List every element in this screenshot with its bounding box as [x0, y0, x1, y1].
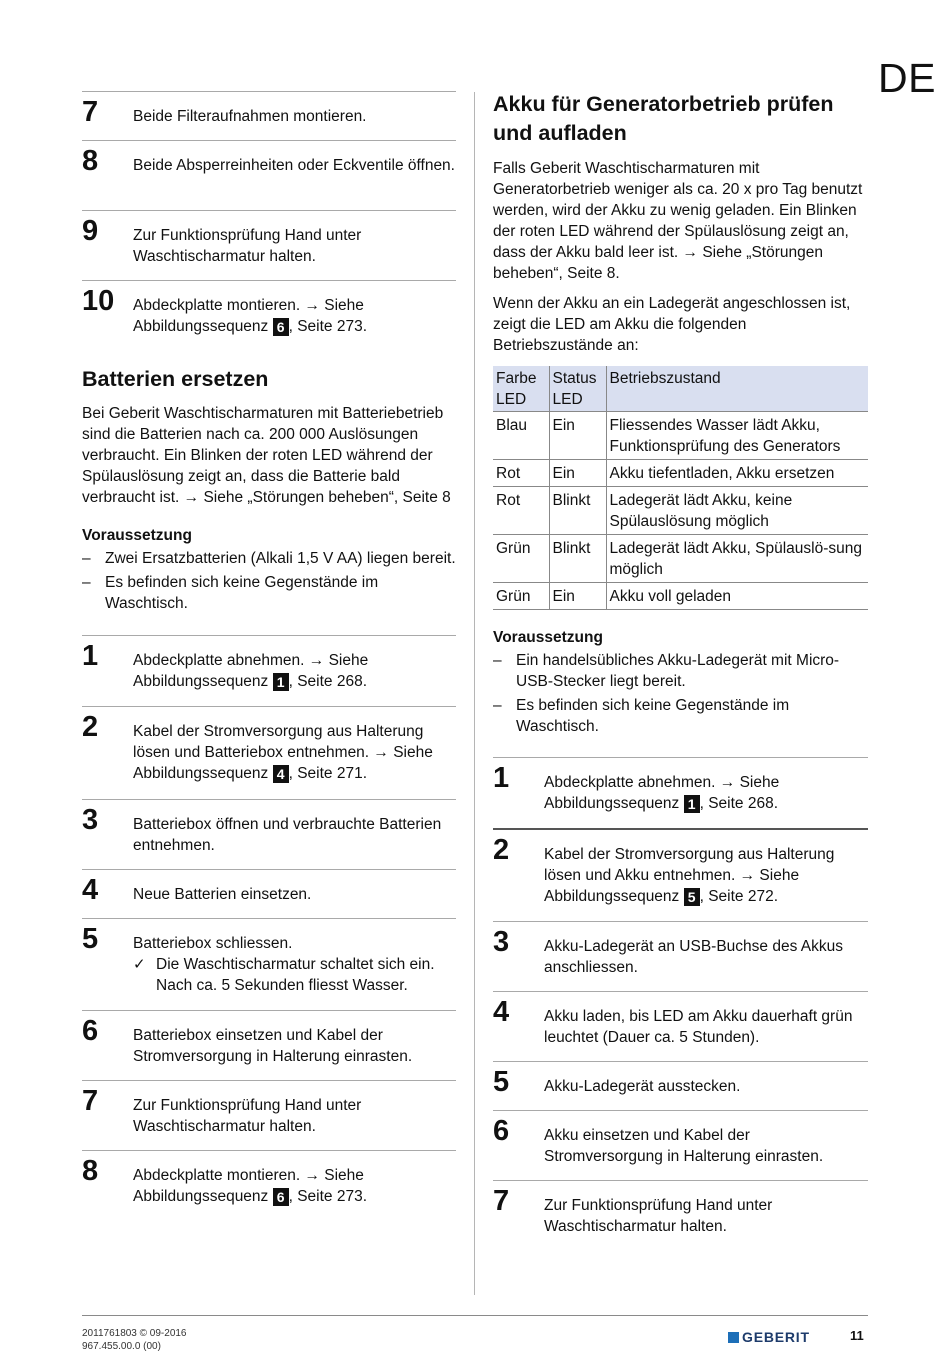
figure-reference-badge: 4	[273, 765, 289, 783]
step-number: 4	[82, 874, 99, 906]
step-text: Beide Filteraufnahmen montieren.	[133, 108, 367, 125]
step-5	[493, 1061, 868, 1110]
step-text	[133, 715, 456, 784]
step-number: 6	[82, 1015, 99, 1047]
step-number: 2	[493, 834, 510, 866]
led-status-table	[493, 366, 868, 610]
step-text-part: , Seite 268.	[288, 673, 368, 690]
step-3	[82, 799, 456, 869]
step-text: Zur Funktionsprüfung Hand unter Waschtischarmatur halten.	[544, 1197, 773, 1235]
prerequisite-heading: Voraussetzung	[82, 527, 192, 544]
list-item-text: Zwei Ersatzbatterien (Alkali 1,5 V AA) liegen bereit.	[105, 550, 456, 567]
step-number: 8	[82, 145, 99, 177]
column-header: Betriebszustand	[606, 366, 868, 412]
footer-divider	[82, 1315, 868, 1316]
step-6	[82, 1010, 456, 1080]
figure-reference-badge: 6	[273, 1188, 289, 1206]
left-column	[82, 91, 456, 1220]
step-text	[133, 289, 456, 337]
prerequisite-list	[82, 548, 456, 614]
table-cell: Grün	[493, 583, 549, 610]
step-7	[82, 1080, 456, 1150]
step-text: Zur Funktionsprüfung Hand unter Waschtischarmatur halten.	[133, 227, 362, 265]
list-item	[82, 548, 456, 569]
step-1	[82, 635, 456, 706]
table-cell: Blinkt	[549, 535, 606, 583]
list-item	[493, 695, 868, 737]
section-title: Batterien ersetzen	[82, 367, 269, 391]
checkmark-icon: ✓	[133, 956, 146, 973]
step-text	[544, 766, 868, 814]
list-item	[82, 572, 456, 614]
figure-reference-badge: 1	[273, 673, 289, 691]
step-number: 10	[82, 285, 115, 317]
dash-bullet: –	[82, 574, 91, 591]
logo-square-icon	[728, 1332, 739, 1343]
step-number: 1	[493, 762, 510, 794]
table-cell: Fliessendes Wasser lädt Akku, Funktionsprüfung des Generators	[606, 412, 868, 460]
table-cell: Grün	[493, 535, 549, 583]
table-cell: Rot	[493, 460, 549, 487]
table-cell: Ein	[549, 460, 606, 487]
step-2	[493, 828, 868, 921]
list-item	[493, 650, 868, 692]
brand-logo	[728, 1328, 810, 1346]
step-10	[82, 280, 456, 364]
table-header-row	[493, 366, 868, 412]
step-result	[133, 954, 456, 996]
table-cell: Ein	[549, 583, 606, 610]
step-text-part: Abdeckplatte abnehmen. → Siehe Abbildungssequenz	[544, 774, 780, 812]
table-cell: Ladegerät lädt Akku, Spülauslö-sung möglich	[606, 535, 868, 583]
step-number: 5	[493, 1066, 510, 1098]
section-intro: Bei Geberit Waschtischarmaturen mit Batteriebetrieb sind die Batterien nach ca. 200 000 Auslösungen verbraucht. Ein Blinken der roten LED während der Spülauslösung zeigt an, dass die Batterie bald verbraucht ist. → Siehe „Störungen beheben“, Seite 8	[82, 405, 451, 506]
step-number: 9	[82, 215, 99, 247]
table-row	[493, 412, 868, 460]
list-item-text: Es befinden sich keine Gegenstände im Waschtisch.	[105, 574, 379, 612]
brand-name: GEBERIT	[742, 1329, 810, 1345]
step-number: 7	[82, 1085, 99, 1117]
step-text-part: Abdeckplatte montieren. → Siehe Abbildungssequenz	[133, 297, 364, 335]
step-result-text: Die Waschtischarmatur schaltet sich ein. Nach ca. 5 Sekunden fliesst Wasser.	[156, 956, 435, 994]
step-number: 3	[82, 804, 99, 836]
section-title: Akku für Generatorbetrieb prüfen und aufladen	[493, 92, 834, 145]
figure-reference-badge: 1	[684, 795, 700, 813]
step-text: Batteriebox einsetzen und Kabel der Stromversorgung in Halterung einrasten.	[133, 1027, 413, 1065]
step-text	[133, 1159, 456, 1207]
list-item-text: Ein handelsübliches Akku-Ladegerät mit Micro-USB-Stecker liegt bereit.	[516, 652, 840, 690]
step-3	[493, 921, 868, 991]
step-number: 1	[82, 640, 99, 672]
step-text-part: Kabel der Stromversorgung aus Halterung lösen und Batteriebox entnehmen. → Siehe Abbildungssequenz	[133, 723, 433, 782]
step-4	[493, 991, 868, 1061]
step-text-part: Kabel der Stromversorgung aus Halterung lösen und Akku entnehmen. → Siehe Abbildungssequenz	[544, 846, 835, 905]
step-number: 5	[82, 923, 99, 955]
dash-bullet: –	[493, 697, 502, 714]
step-text: Batteriebox schliessen.	[133, 935, 293, 952]
table-cell: Rot	[493, 487, 549, 535]
document-number: 2011761803 © 09-2016	[82, 1328, 187, 1339]
step-1	[493, 757, 868, 828]
step-8	[82, 140, 456, 210]
step-text-part: Abdeckplatte abnehmen. → Siehe Abbildungssequenz	[133, 652, 369, 690]
step-6	[493, 1110, 868, 1180]
prerequisite-list	[493, 650, 868, 737]
step-text-part: Abdeckplatte montieren. → Siehe Abbildungssequenz	[133, 1167, 364, 1205]
step-text	[544, 838, 868, 907]
table-row	[493, 460, 868, 487]
step-text-part: , Seite 273.	[288, 1188, 368, 1205]
step-number: 2	[82, 711, 99, 743]
step-7	[493, 1180, 868, 1250]
step-text: Batteriebox öffnen und verbrauchte Batterien entnehmen.	[133, 816, 442, 854]
step-text: Zur Funktionsprüfung Hand unter Waschtischarmatur halten.	[133, 1097, 362, 1135]
table-row	[493, 535, 868, 583]
table-cell: Blinkt	[549, 487, 606, 535]
right-column	[493, 90, 868, 1250]
step-text-part: , Seite 268.	[699, 795, 779, 812]
step-text-part: , Seite 272.	[699, 888, 779, 905]
table-cell: Ladegerät lädt Akku, keine Spülauslösung möglich	[606, 487, 868, 535]
step-text	[133, 644, 456, 692]
step-number: 3	[493, 926, 510, 958]
step-2	[82, 706, 456, 799]
step-number: 6	[493, 1115, 510, 1147]
prerequisite-heading: Voraussetzung	[493, 629, 603, 646]
step-4	[82, 869, 456, 918]
table-row	[493, 487, 868, 535]
table-cell: Blau	[493, 412, 549, 460]
step-text: Akku-Ladegerät an USB-Buchse des Akkus anschliessen.	[544, 938, 843, 976]
section-intro-2: Wenn der Akku an ein Ladegerät angeschlossen ist, zeigt die LED am Akku die folgenden Betriebszustände an:	[493, 295, 851, 354]
step-text: Akku einsetzen und Kabel der Stromversorgung in Halterung einrasten.	[544, 1127, 824, 1165]
dash-bullet: –	[82, 550, 91, 567]
figure-reference-badge: 5	[684, 888, 700, 906]
section-intro: Falls Geberit Waschtischarmaturen mit Generatorbetrieb weniger als ca. 20 x pro Tag benutzt werden, wird der Akku zu wenig geladen. Ein Blinken der roten LED während der Spülauslösung zeigt an, dass der Akku bald leer ist. → Siehe „Störungen beheben“, Seite 8.	[493, 160, 863, 282]
dash-bullet: –	[493, 652, 502, 669]
list-item-text: Es befinden sich keine Gegenstände im Waschtisch.	[516, 697, 790, 735]
table-cell: Akku voll geladen	[606, 583, 868, 610]
table-cell: Ein	[549, 412, 606, 460]
step-text: Akku laden, bis LED am Akku dauerhaft grün leuchtet (Dauer ca. 5 Stunden).	[544, 1008, 853, 1046]
figure-reference-badge: 6	[273, 318, 289, 336]
language-tag: DE	[878, 55, 936, 101]
column-header: Status LED	[549, 366, 606, 412]
column-header: Farbe LED	[493, 366, 549, 412]
step-8	[82, 1150, 456, 1220]
step-5	[82, 918, 456, 1010]
step-number: 8	[82, 1155, 99, 1187]
step-number: 4	[493, 996, 510, 1028]
step-number: 7	[82, 96, 99, 128]
table-cell: Akku tiefentladen, Akku ersetzen	[606, 460, 868, 487]
step-text-part: , Seite 271.	[288, 765, 368, 782]
page-number: 11	[850, 1328, 864, 1343]
step-7	[82, 91, 456, 140]
step-text: Neue Batterien einsetzen.	[133, 886, 312, 903]
column-divider	[474, 92, 475, 1295]
step-text: Beide Absperreinheiten oder Eckventile öffnen.	[133, 157, 455, 174]
document-number-secondary: 967.455.00.0 (00)	[82, 1341, 161, 1352]
step-9	[82, 210, 456, 280]
table-row	[493, 583, 868, 610]
step-text-part: , Seite 273.	[288, 318, 368, 335]
step-number: 7	[493, 1185, 510, 1217]
step-text: Akku-Ladegerät ausstecken.	[544, 1078, 741, 1095]
